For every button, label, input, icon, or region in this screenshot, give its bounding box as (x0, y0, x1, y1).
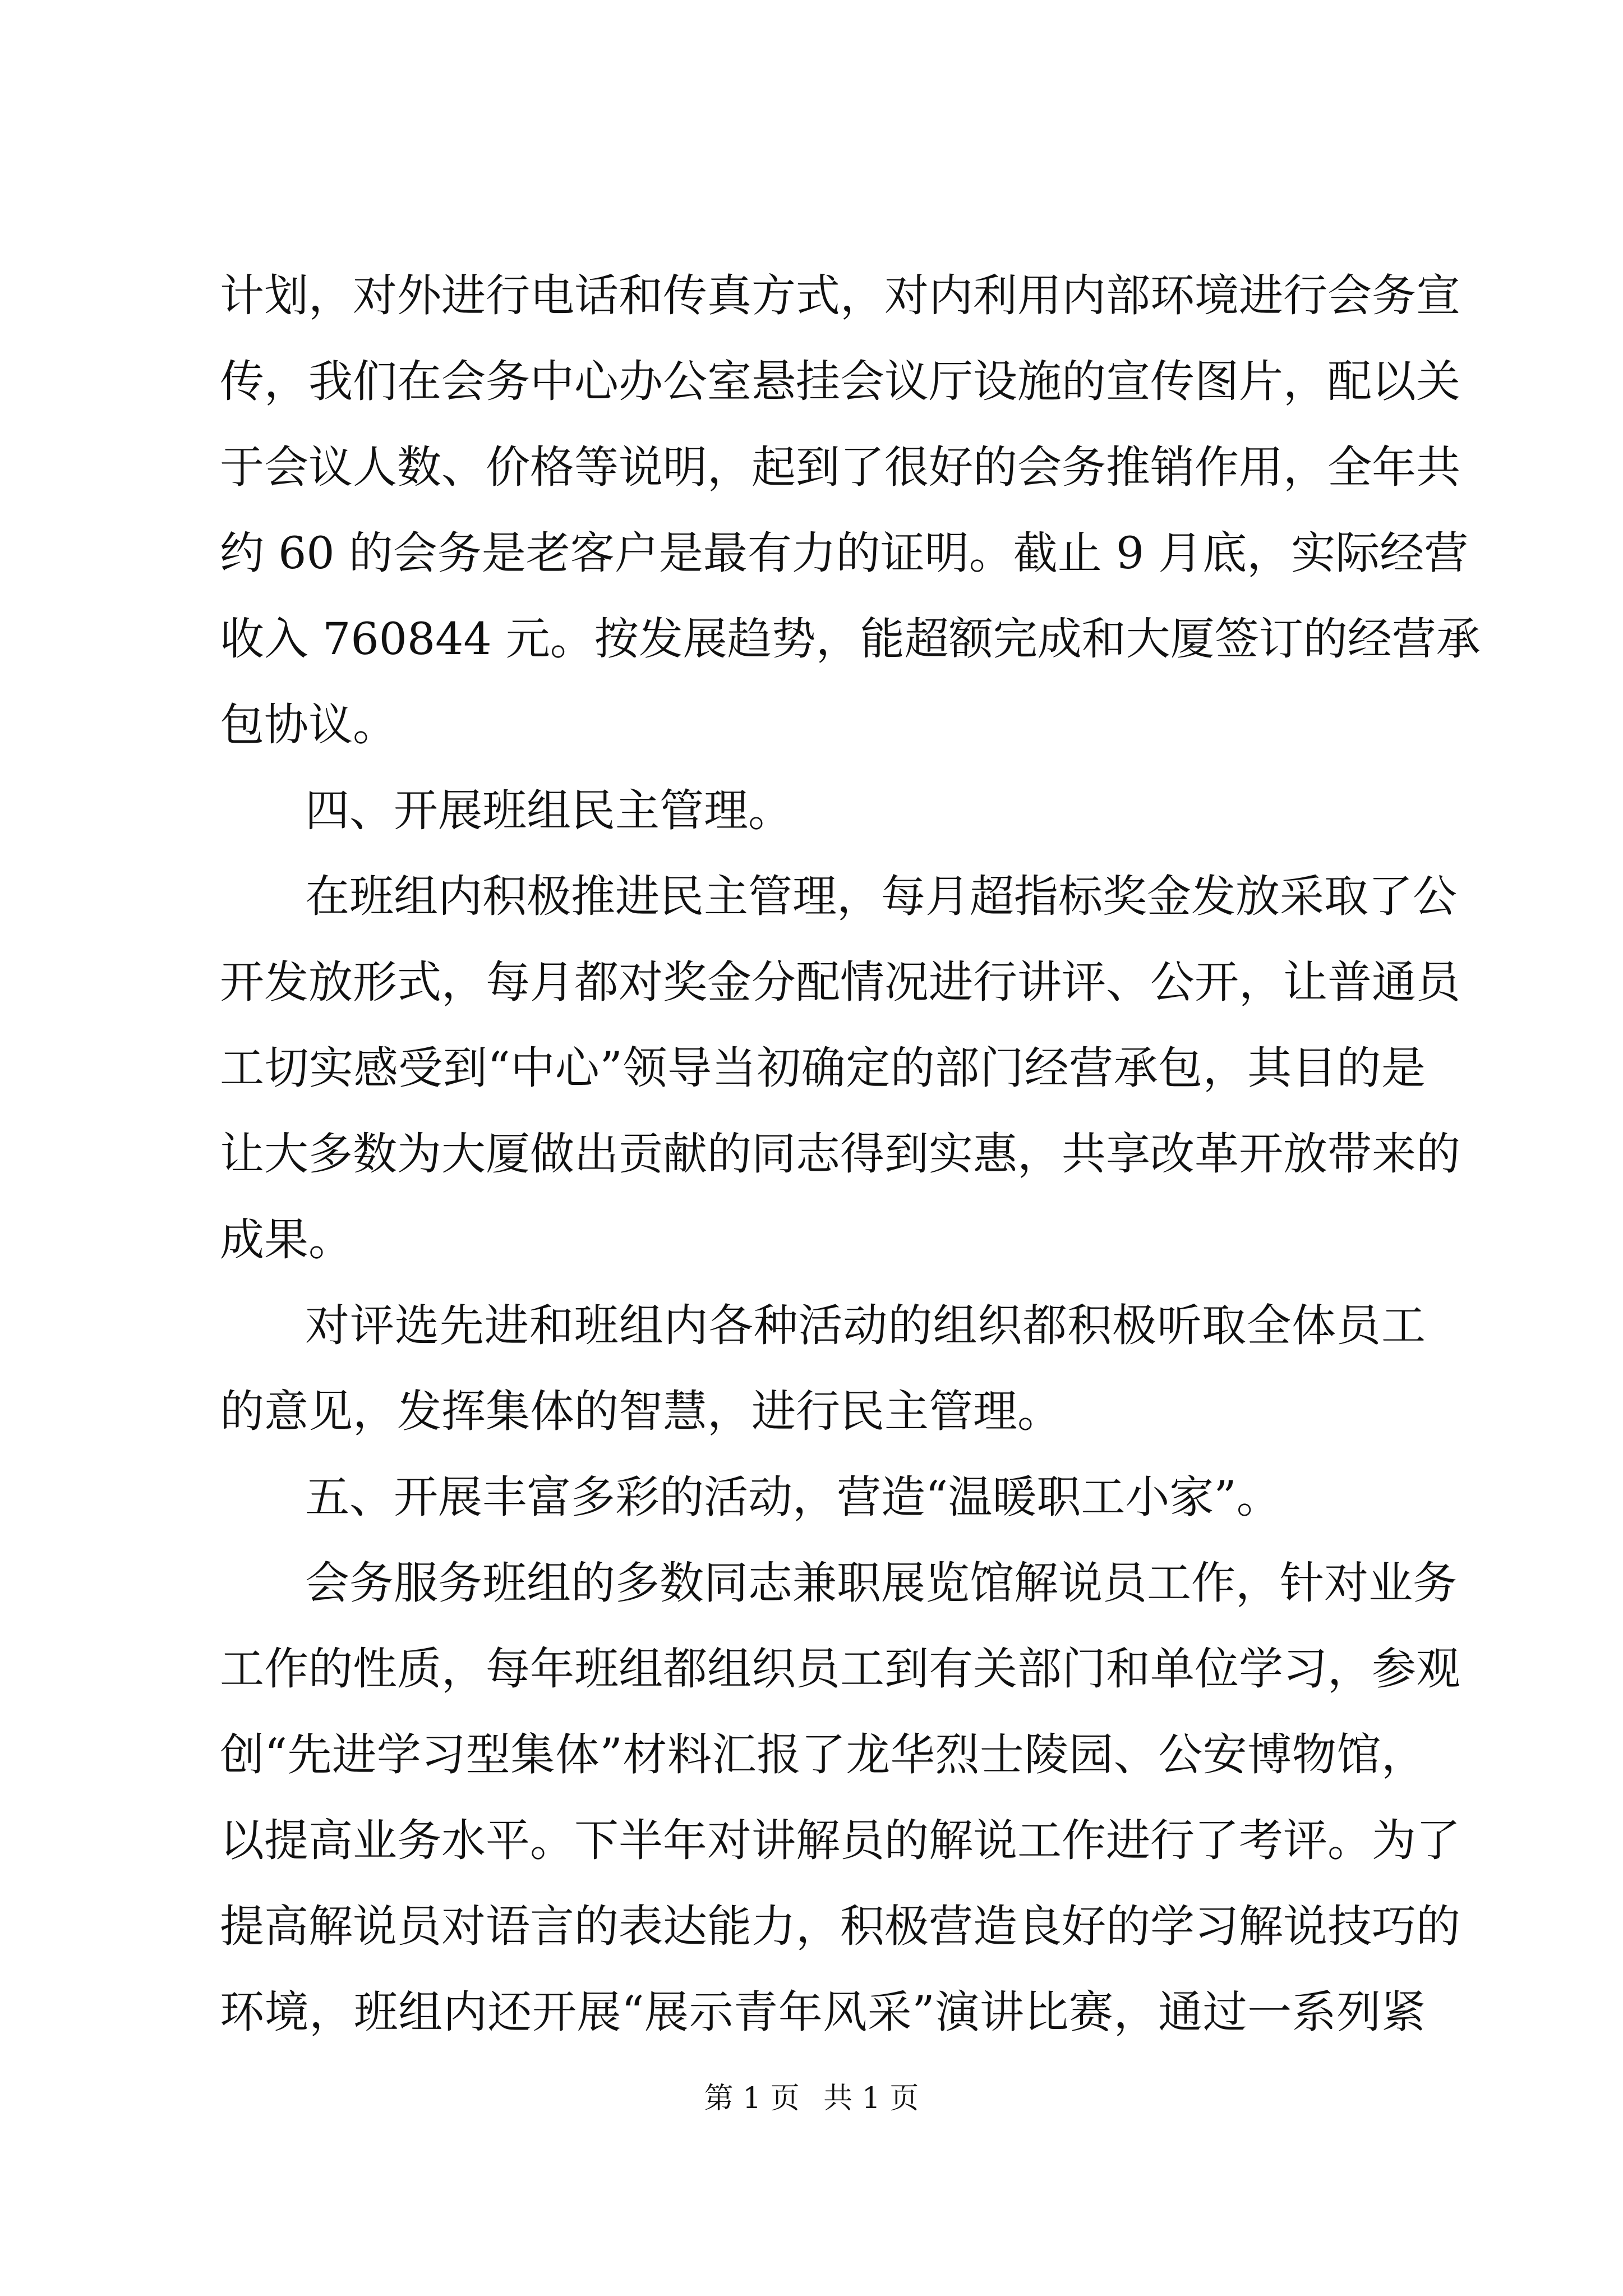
text-line-12: 成果。 (220, 1214, 353, 1266)
text-line-1: 计划，对外进行电话和传真方式，对内利用内部环境进行会务宣 (220, 270, 1460, 321)
text-line-11: 让大多数为大厦做出贡献的同志得到实惠，共享改革开放带来的 (220, 1128, 1460, 1180)
text-line-17: 工作的性质，每年班组都组织员工到有关部门和单位学习，参观 (220, 1643, 1460, 1695)
text-line-19: 以提高业务水平。下半年对讲解员的解说工作进行了考评。为了 (220, 1815, 1460, 1866)
text-line-18: 创“先进学习型集体”材料汇报了龙华烈士陵园、公安博物馆， (220, 1729, 1426, 1780)
text-line-13: 对评选先进和班组内各种活动的组织都积极听取全体员工 (305, 1300, 1426, 1351)
text-line-20: 提高解说员对语言的表达能力，积极营造良好的学习解说技巧的 (220, 1901, 1460, 1952)
text-line-10: 工切实感受到“中心”领导当初确定的部门经营承包，其目的是 (220, 1042, 1426, 1094)
text-line-21: 环境，班组内还开展“展示青年风采”演讲比赛，通过一系列紧 (220, 1986, 1426, 2038)
text-line-3: 于会议人数、价格等说明，起到了很好的会务推销作用，全年共 (220, 441, 1460, 493)
text-line-6: 包协议。 (220, 699, 397, 751)
text-line-5: 收入 760844 元。按发展趋势，能超额完成和大厦签订的经营承 (220, 613, 1481, 665)
section-heading-4: 四、开展班组民主管理。 (305, 785, 792, 836)
text-line-16: 会务服务班组的多数同志兼职展览馆解说员工作，针对业务 (305, 1557, 1457, 1609)
text-line-9: 开发放形式，每月都对奖金分配情况进行讲评、公开，让普通员 (220, 956, 1460, 1008)
document-body (220, 253, 1481, 2055)
text-line-14: 的意见，发挥集体的智慧，进行民主管理。 (220, 1386, 1062, 1437)
page-number: 第 1 页 (704, 2082, 800, 2115)
page-footer (0, 2073, 1623, 2124)
text-line-8: 在班组内积极推进民主管理，每月超指标奖金发放采取了公 (305, 871, 1457, 922)
page-total: 共 1 页 (823, 2082, 919, 2115)
text-line-2: 传，我们在会务中心办公室悬挂会议厅设施的宣传图片，配以关 (220, 356, 1460, 407)
section-heading-5: 五、开展丰富多彩的活动，营造“温暖职工小家”。 (305, 1471, 1281, 1523)
text-line-4: 约 60 的会务是老客户是最有力的证明。截止 9 月底，实际经营 (220, 527, 1469, 579)
